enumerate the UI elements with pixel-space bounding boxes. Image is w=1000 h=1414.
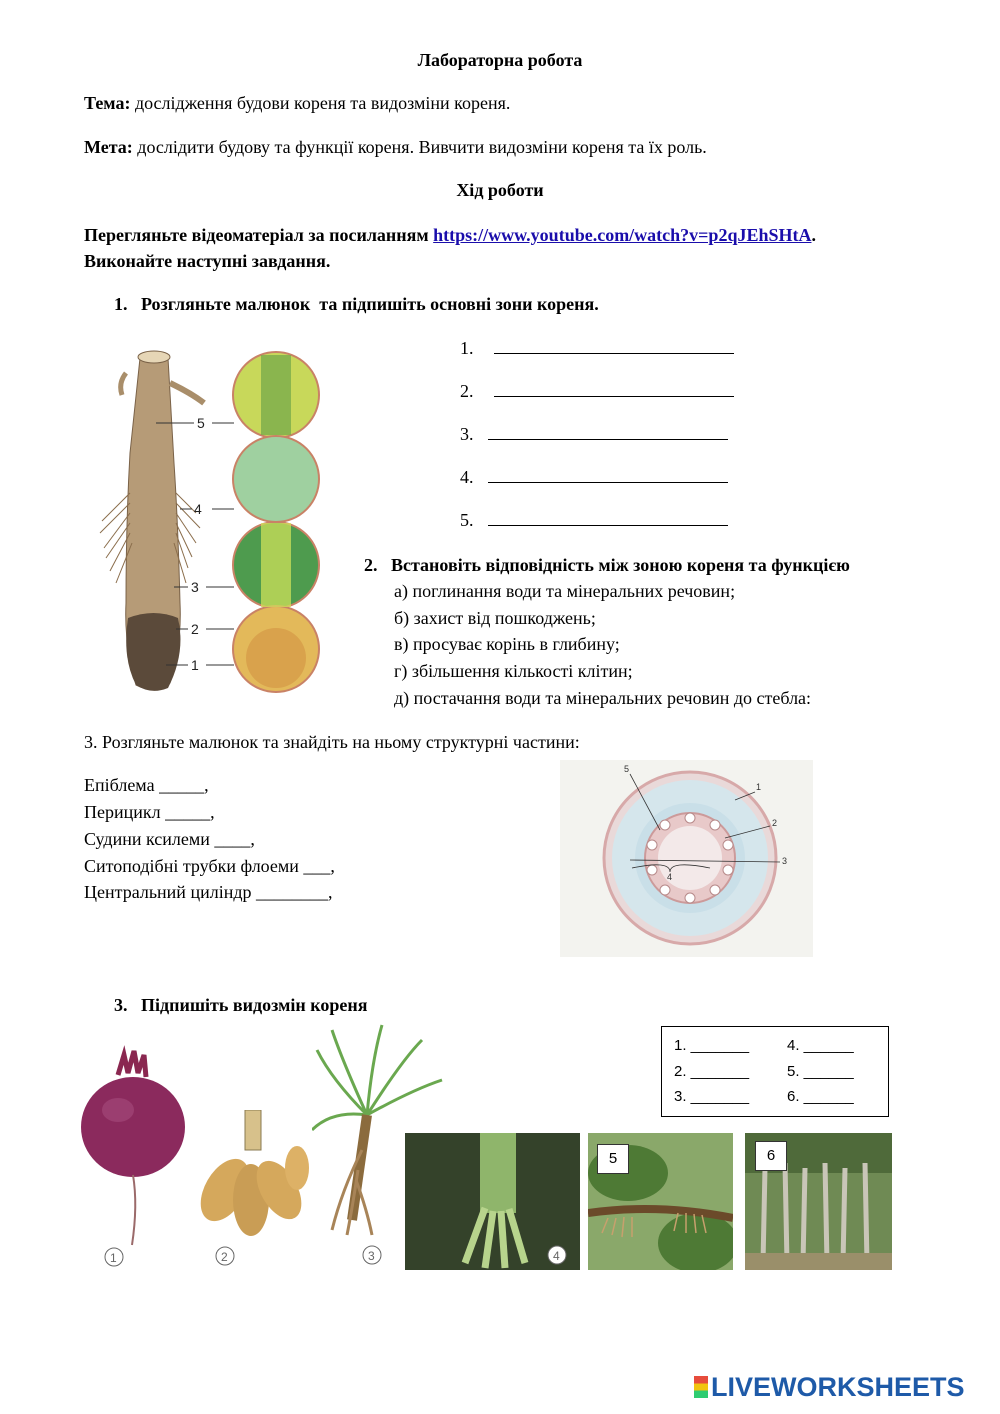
function-item-e: д) постачання води та мінеральних речовин до стебла: <box>394 688 812 708</box>
zone-label-3: 3 <box>191 579 199 595</box>
zone-answer-field[interactable] <box>488 425 728 440</box>
function-item-c: в) просуває корінь в глибину; <box>394 634 620 654</box>
modifications-answer-box <box>661 1026 889 1117</box>
zone-answer-number: 2. <box>460 381 474 401</box>
task4-title: 3. Підпишіть видозмін кореня <box>114 995 368 1015</box>
zone-label-4: 4 <box>194 501 202 517</box>
zone-answer-1 <box>460 338 734 359</box>
photo-label-5: 5 <box>597 1144 629 1174</box>
goal-label: Мета: <box>84 137 133 157</box>
zone-answer-4 <box>460 467 728 488</box>
zone-label-2: 2 <box>191 621 199 637</box>
zone-answer-number: 1. <box>460 338 474 358</box>
structure-item-phloem: Ситоподібні трубки флоеми ___, <box>84 856 335 876</box>
corn-stilt-roots-photo <box>405 1133 580 1270</box>
root-cross-section-image <box>560 760 813 957</box>
zone-label-5: 5 <box>197 415 205 431</box>
function-item-a: а) поглинання води та мінеральних речовин; <box>394 581 736 601</box>
topic-line <box>84 93 510 114</box>
zone-answer-field[interactable] <box>488 468 728 483</box>
zone-answer-field[interactable] <box>494 339 734 354</box>
intro-text: Перегляньте відеоматеріал за посиланням <box>84 225 434 245</box>
zone-answer-number: 4. <box>460 467 474 487</box>
zone-answer-number: 3. <box>460 424 474 444</box>
function-item-b: б) захист від пошкоджень; <box>394 608 596 628</box>
zone-label-1: 1 <box>191 657 199 673</box>
topic-label: Тема: <box>84 93 131 113</box>
ivy-attachment-roots-photo <box>588 1133 733 1270</box>
task2-title: 2. Встановіть відповідність між зоною кореня та функцією <box>364 555 850 575</box>
section-label-3: 3 <box>782 856 788 866</box>
zone-answer-3 <box>460 424 728 445</box>
answer-4[interactable]: 4. ______ <box>787 1037 854 1054</box>
answer-6[interactable]: 6. ______ <box>787 1088 854 1105</box>
intro-line-2: Виконайте наступні завдання. <box>84 251 331 271</box>
structure-item-xylem: Судини ксилеми ____, <box>84 829 255 849</box>
section-label-1: 1 <box>756 782 762 792</box>
answer-1[interactable]: 1. _______ <box>674 1037 750 1054</box>
dahlia-root-tubers-image <box>185 1110 315 1270</box>
zone-answer-number: 5. <box>460 510 474 530</box>
beet-root-image <box>78 1045 188 1270</box>
photo-label-6: 6 <box>755 1141 787 1171</box>
answer-5[interactable]: 5. ______ <box>787 1063 854 1080</box>
svg-text:3: 3 <box>368 1249 375 1263</box>
section-label-2: 2 <box>772 818 778 828</box>
goal-text: дослідити будову та функції кореня. Вивчити видозміни кореня та їх роль. <box>132 137 707 157</box>
banyan-aerial-roots-photo <box>745 1133 892 1270</box>
task1-title: 1. Розгляньте малюнок та підпишіть основні зони кореня. <box>114 294 599 314</box>
task3-title: 3. Розгляньте малюнок та знайдіть на ньому структурні частини: <box>84 732 580 752</box>
svg-text:1: 1 <box>110 1251 117 1265</box>
structure-item-cylinder: Центральний циліндр ________, <box>84 882 333 902</box>
logo-text: LIVEWORKSHEETS <box>711 1372 965 1402</box>
zone-answer-field[interactable] <box>494 382 734 397</box>
answer-3[interactable]: 3. _______ <box>674 1088 750 1105</box>
structure-item-epiblema: Епіблема _____, <box>84 775 209 795</box>
svg-text:4: 4 <box>553 1249 560 1263</box>
video-link[interactable]: https://www.youtube.com/watch?v=p2qJEhSHtA <box>433 225 812 245</box>
root-zones-figure <box>96 343 328 695</box>
procedure-title: Хід роботи <box>456 180 544 200</box>
svg-text:2: 2 <box>221 1250 228 1264</box>
goal-line <box>84 137 707 158</box>
structure-item-pericycle: Перицикл _____, <box>84 802 215 822</box>
section-label-4: 4 <box>667 872 673 882</box>
zone-answer-5 <box>460 510 728 531</box>
liveworksheets-logo <box>694 1372 965 1403</box>
intro-period: . <box>811 225 816 245</box>
zone-answer-field[interactable] <box>488 511 728 526</box>
intro-line <box>84 225 934 246</box>
zone-answer-2 <box>460 381 734 402</box>
topic-text: дослідження будови кореня та видозміни кореня. <box>130 93 511 113</box>
section-label-5: 5 <box>624 764 630 774</box>
answer-2[interactable]: 2. _______ <box>674 1063 750 1080</box>
page-title: Лабораторна робота <box>417 50 583 70</box>
function-item-d: г) збільшення кількості клітин; <box>394 661 633 681</box>
